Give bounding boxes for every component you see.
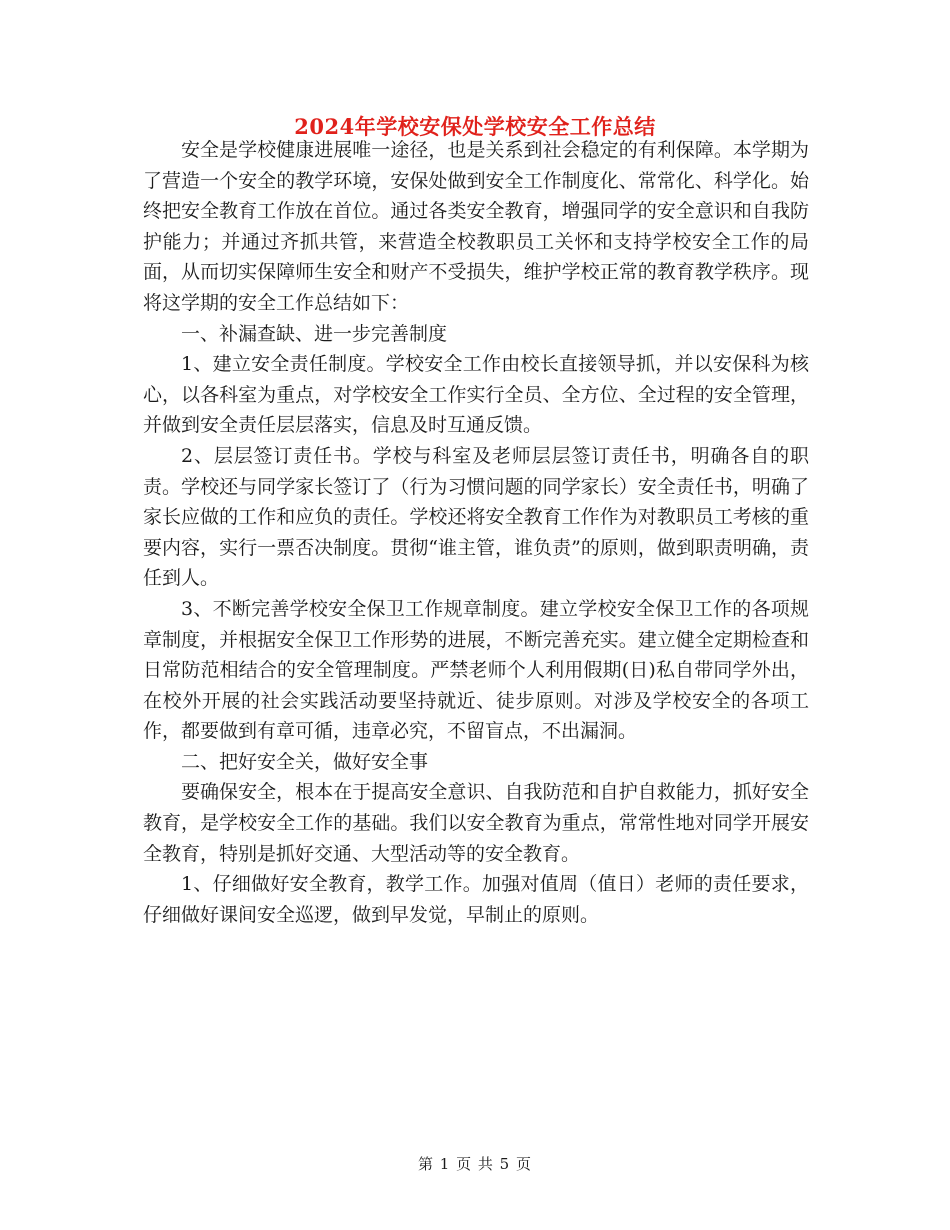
- document-title: 2024年学校安保处学校安全工作总结: [294, 114, 656, 139]
- page-number-footer: 第 1 页 共 5 页: [418, 1155, 532, 1173]
- section-heading-2: 二、把好安全关，做好安全事: [181, 750, 429, 773]
- paragraph-1-2: 2、层层签订责任书。学校与科室及老师层层签订责任书，明确各自的职责。学校还与同学家长签订了（行为习惯问题的同学家长）安全责任书，明确了家长应做的工作和应负的责任。学校还将安全教育工作作为对教职员工考核的重要内容，实行一票否决制度。贯彻“谁主管，谁负责”的原则，做到职责明确，责任到人。: [143, 444, 809, 590]
- paragraph-1-1: 1、建立安全责任制度。学校安全工作由校长直接领导抓，并以安保科为核心，以各科室为重点，对学校安全工作实行全员、全方位、全过程的安全管理，并做到安全责任层层落实，信息及时互通反馈。: [143, 353, 809, 437]
- paragraph-2-intro: 要确保安全，根本在于提高安全意识、自我防范和自护自救能力，抓好安全教育，是学校安全工作的基础。我们以安全教育为重点，常常性地对同学开展安全教育，特别是抓好交通、大型活动等的安全教育。: [143, 781, 809, 865]
- document-body: [143, 135, 809, 930]
- paragraph-intro: 安全是学校健康进展唯一途径，也是关系到社会稳定的有利保障。本学期为了营造一个安全的教学环境，安保处做到安全工作制度化、常常化、科学化。始终把安全教育工作放在首位。通过各类安全教育，增强同学的安全意识和自我防护能力；并通过齐抓共管，来营造全校教职员工关怀和支持学校安全工作的局面，从而切实保障师生安全和财产不受损失，维护学校正常的教育教学秩序。现将这学期的安全工作总结如下：: [143, 139, 809, 314]
- paragraph-1-3: 3、不断完善学校安全保卫工作规章制度。建立学校安全保卫工作的各项规章制度，并根据安全保卫工作形势的进展，不断完善充实。建立健全定期检查和日常防范相结合的安全管理制度。严禁老师个人利用假期(日)私自带同学外出，在校外开展的社会实践活动要坚持就近、徒步原则。对涉及学校安全的各项工作，都要做到有章可循，违章必究，不留盲点，不出漏洞。: [143, 597, 809, 743]
- section-heading-1: 一、补漏查缺、进一步完善制度: [181, 322, 448, 345]
- paragraph-2-1: 1、仔细做好安全教育，教学工作。加强对值周（值日）老师的责任要求，仔细做好课间安全巡逻，做到早发觉，早制止的原则。: [143, 873, 809, 926]
